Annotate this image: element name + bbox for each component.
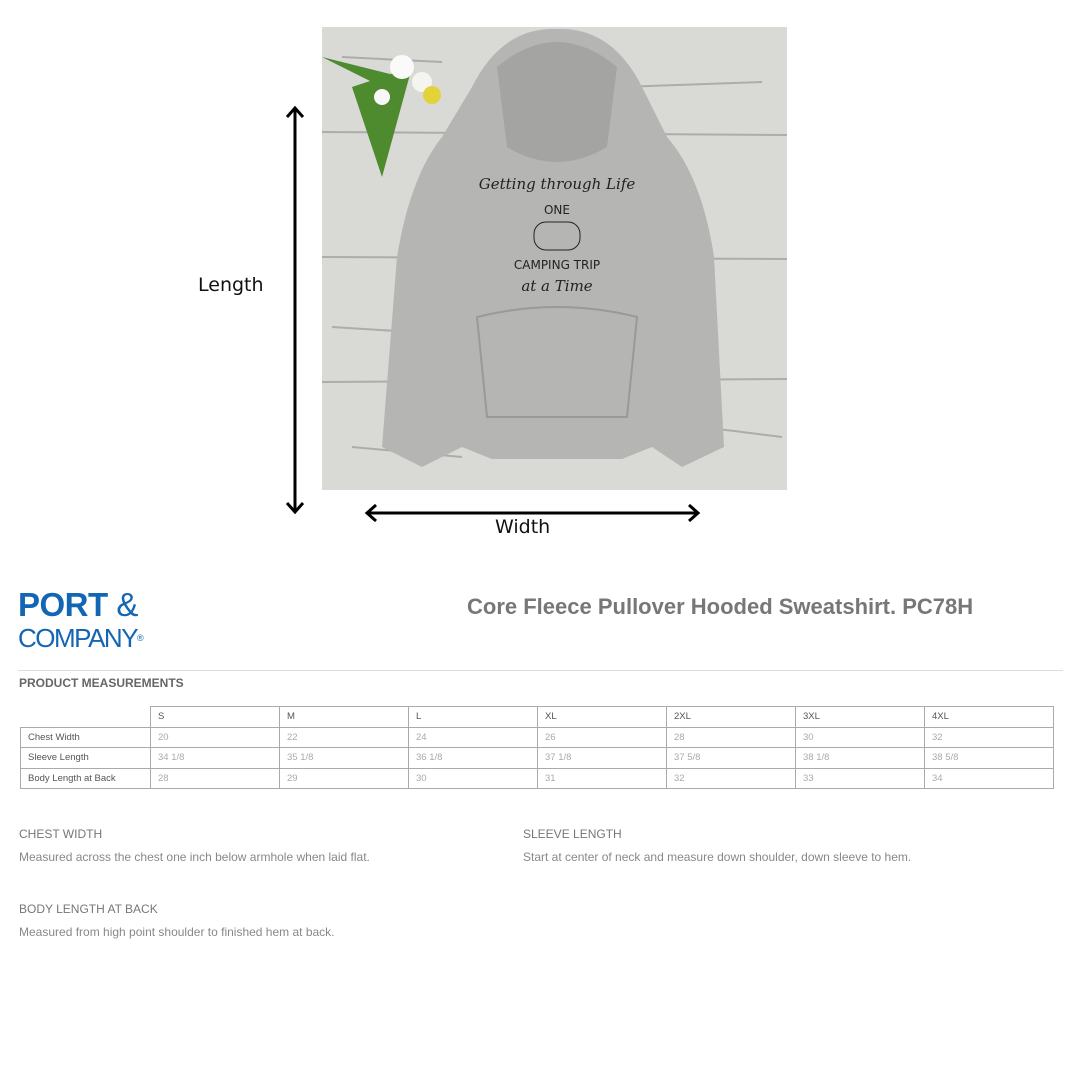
table-cell: 37 1/8 [538, 748, 667, 769]
size-chart-table [20, 706, 1054, 789]
table-row [21, 768, 1054, 789]
size-header: M [280, 707, 409, 728]
size-header: XL [538, 707, 667, 728]
table-cell: 35 1/8 [280, 748, 409, 769]
divider [18, 670, 1063, 671]
table-cell: Chest Width [21, 727, 151, 748]
table-cell: 26 [538, 727, 667, 748]
table-cell: 31 [538, 768, 667, 789]
table-cell: 33 [796, 768, 925, 789]
print-line4: at a Time [521, 277, 593, 295]
table-cell: 34 [925, 768, 1054, 789]
table-cell: Body Length at Back [21, 768, 151, 789]
table-cell: 28 [667, 727, 796, 748]
section-title: PRODUCT MEASUREMENTS [19, 676, 184, 690]
product-title: Core Fleece Pullover Hooded Sweatshirt. PC78H [467, 594, 974, 619]
table-cell: Sleeve Length [21, 748, 151, 769]
print-line1: Getting through Life [478, 175, 636, 193]
table-cell: 20 [151, 727, 280, 748]
table-header-row [21, 707, 1054, 728]
length-label: Length [198, 274, 264, 296]
table-row [21, 727, 1054, 748]
table-cell: 24 [409, 727, 538, 748]
brand-logo: PORT & [18, 586, 138, 623]
table-cell: 32 [925, 727, 1054, 748]
note-heading: BODY LENGTH AT BACK [19, 902, 158, 916]
table-cell: 36 1/8 [409, 748, 538, 769]
width-label: Width [495, 516, 551, 538]
size-header: S [151, 707, 280, 728]
table-cell: 22 [280, 727, 409, 748]
note-text: Measured from high point shoulder to finished hem at back. [19, 925, 335, 939]
table-cell [21, 707, 151, 728]
note-text: Start at center of neck and measure down shoulder, down sleeve to hem. [523, 850, 912, 864]
table-row [21, 748, 1054, 769]
table-cell: 37 5/8 [667, 748, 796, 769]
table-cell: 32 [667, 768, 796, 789]
table-cell: 34 1/8 [151, 748, 280, 769]
table-cell: 38 5/8 [925, 748, 1054, 769]
print-line3: CAMPING TRIP [513, 258, 601, 272]
length-arrow-icon [280, 100, 310, 520]
hoodie-product-photo [322, 27, 787, 490]
note-text: Measured across the chest one inch below armhole when laid flat. [19, 850, 370, 864]
table-cell: 29 [280, 768, 409, 789]
size-header: 4XL [925, 707, 1054, 728]
table-cell: 28 [151, 768, 280, 789]
note-heading: CHEST WIDTH [19, 827, 103, 841]
size-header: L [409, 707, 538, 728]
size-header: 2XL [667, 707, 796, 728]
table-cell: 30 [409, 768, 538, 789]
brand-logo-company: COMPANY® [18, 623, 143, 653]
note-heading: SLEEVE LENGTH [523, 827, 622, 841]
size-header: 3XL [796, 707, 925, 728]
table-cell: 30 [796, 727, 925, 748]
print-line2: ONE [543, 203, 571, 217]
table-cell: 38 1/8 [796, 748, 925, 769]
